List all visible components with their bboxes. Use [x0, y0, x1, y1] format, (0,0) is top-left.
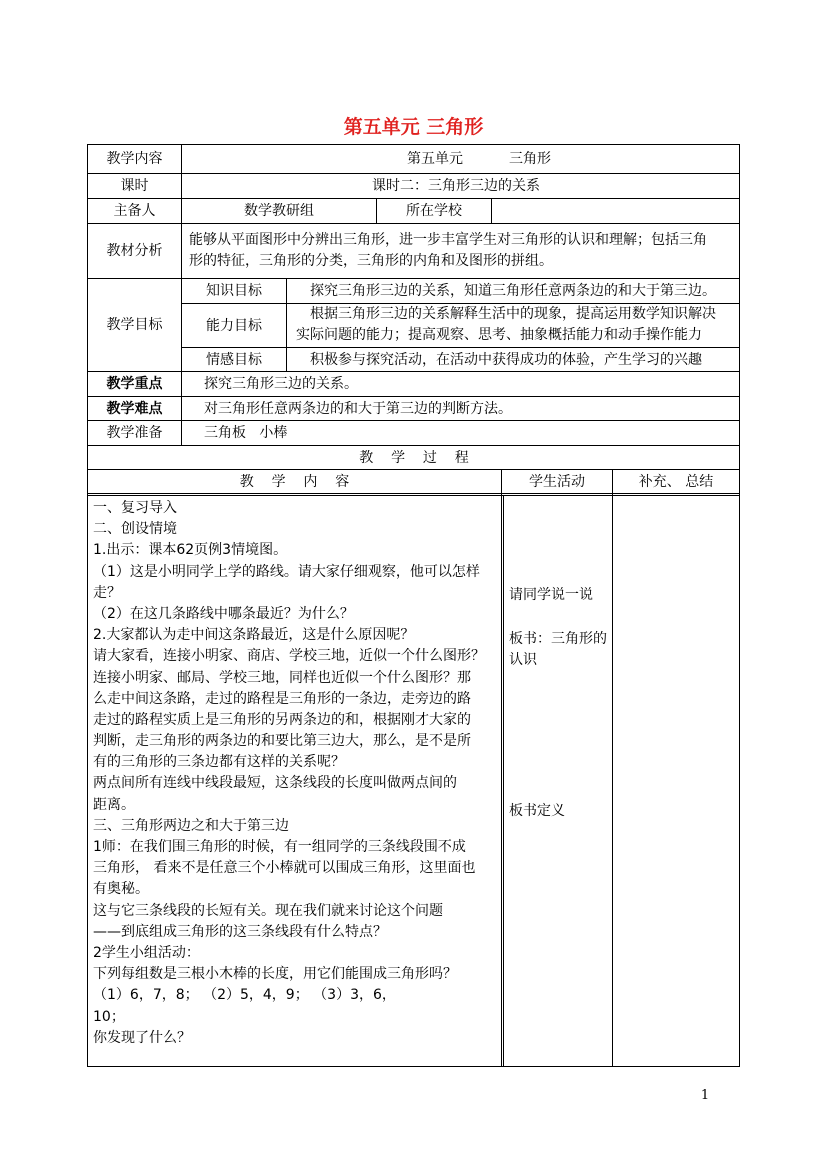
- body-line: 一、复习导入: [93, 500, 177, 516]
- board-note-line: 认识: [509, 652, 537, 668]
- label-focus: 教学重点: [106, 376, 163, 392]
- rule: [87, 371, 740, 372]
- unit-value: 第五单元: [407, 151, 463, 167]
- body-line: 距离。: [93, 796, 135, 813]
- body-line: 么走中间这条路，走过的路程是三角形的一条边，走旁边的路: [93, 690, 471, 707]
- body-line: 走？: [93, 584, 121, 601]
- focus-value: 探究三角形三边的关系。: [204, 376, 358, 392]
- body-line: 二、创设情境: [93, 521, 177, 538]
- page-number: 1: [700, 1088, 710, 1103]
- body-line: 有的三角形的三条边都有这样的关系呢？: [93, 754, 345, 771]
- analysis-line: 形的特征，三角形的分类，三角形的内角和及图形的拼组。: [189, 253, 553, 270]
- difficulty-value: 对三角形任意两条边的和大于第三边的判断方法。: [204, 400, 512, 417]
- preparer-value: 数学教研组: [244, 203, 314, 219]
- body-line: 1师：在我们围三角形的时候，有一组同学的三条线段围不成: [93, 839, 466, 855]
- ability-line: 实际问题的能力；提高观察、思考、抽象概括能力和动手操作能力: [296, 327, 702, 343]
- body-line: （1）6，7，8； （2）5，4，9； （3）3，6，: [93, 987, 396, 1004]
- prep-value: 三角板 小棒: [204, 425, 288, 441]
- ability-goal-label: 能力目标: [206, 317, 262, 334]
- body-line: 请大家看，连接小明家、商店、学校三地，近似一个什么图形？: [93, 648, 485, 665]
- rule: [87, 223, 740, 224]
- body-line: （1）这是小明同学上学的路线。请大家仔细观察，他可以怎样: [93, 563, 480, 580]
- label-prep: 教学准备: [106, 425, 163, 441]
- lesson-value: 课时二：三角形三边的关系: [372, 178, 540, 194]
- body-line: 1.出示：课本62页例3情境图。: [93, 542, 288, 559]
- body-line: 三、三角形两边之和大于第三边: [93, 817, 289, 834]
- board-note-line: 板书：三角形的: [509, 631, 607, 647]
- emotion-goal-label: 情感目标: [206, 351, 262, 368]
- body-line: 两点间所有连线中线段最短，这条线段的长度叫做两点间的: [93, 775, 457, 792]
- body-line: （2）在这几条路线中哪条最近？为什么？: [93, 605, 354, 622]
- student-note-board-1: [509, 629, 609, 671]
- rule: [503, 495, 504, 1066]
- rule: [87, 420, 740, 421]
- body-line: 10；: [93, 1008, 125, 1025]
- knowledge-goal-text: 探究三角形三边的关系，知道三角形任意两条边的和大于第三边。: [310, 283, 716, 299]
- label-difficulty: 教学难点: [106, 400, 163, 417]
- rule: [87, 495, 740, 496]
- body-line: ——到底组成三角形的这三条线段有什么特点？: [93, 923, 387, 940]
- ability-goal-text: [296, 304, 716, 346]
- body-line: 下列每组数是三根小木棒的长度，用它们能围成三角形吗？: [93, 966, 457, 983]
- topic-value: 三角形: [509, 151, 551, 167]
- body-line: 2.大家都认为走中间这条路最近，这是什么原因呢？: [93, 627, 415, 644]
- body-line: 三角形， 看来不是任意三个小棒就可以围成三角形，这里面也: [93, 860, 476, 877]
- process-header: 教 学 过 程: [359, 449, 469, 466]
- rule: [87, 493, 740, 494]
- student-note-discuss: 请同学说一说: [509, 587, 593, 603]
- col-notes: 补充、 总结: [638, 473, 714, 490]
- analysis-text: [189, 230, 707, 272]
- body-line: 2学生小组活动：: [93, 944, 200, 961]
- emotion-goal-text: 积极参与探究活动，在活动中获得成功的体验，产生学习的兴趣: [310, 351, 702, 368]
- school-value: [492, 199, 739, 223]
- col-student-activity: 学生活动: [529, 473, 585, 490]
- body-line: 走过的路程实质上是三角形的另两条边的和，根据刚才大家的: [93, 711, 471, 728]
- label-goals: 教学目标: [106, 317, 163, 333]
- lesson-body: [93, 498, 485, 1049]
- body-line: 这与它三条线段的长短有关。现在我们就来讨论这个问题: [93, 902, 443, 919]
- school-label: 所在学校: [406, 203, 462, 219]
- analysis-line: 能够从平面图形中分辨出三角形，进一步丰富学生对三角形的认识和理解；包括三角: [189, 232, 707, 248]
- student-note-board-definition: 板书定义: [509, 803, 565, 819]
- label-analysis: 教材分析: [106, 243, 163, 259]
- label-teaching-content: 教学内容: [106, 151, 163, 167]
- page-title: 第五单元 三角形: [343, 116, 484, 138]
- body-line: 判断，走三角形的两条边的和要比第三边大，那么，是不是所: [93, 733, 471, 750]
- label-lesson: 课时: [120, 178, 149, 194]
- ability-line: 根据三角形三边的关系解释生活中的现象，提高运用数学知识解决: [310, 306, 716, 322]
- body-line: 有奥秘。: [93, 881, 149, 898]
- rule: [286, 278, 287, 371]
- body-line: 你发现了什么？: [93, 1029, 191, 1046]
- rule: [501, 469, 502, 1066]
- body-line: 连接小明家、邮局、学校三地，同样也近似一个什么图形？那: [93, 669, 471, 686]
- rule: [612, 469, 613, 1066]
- col-teaching-content: 教 学 内 容: [239, 473, 350, 490]
- label-preparer: 主备人: [113, 203, 156, 219]
- knowledge-goal-label: 知识目标: [206, 283, 262, 299]
